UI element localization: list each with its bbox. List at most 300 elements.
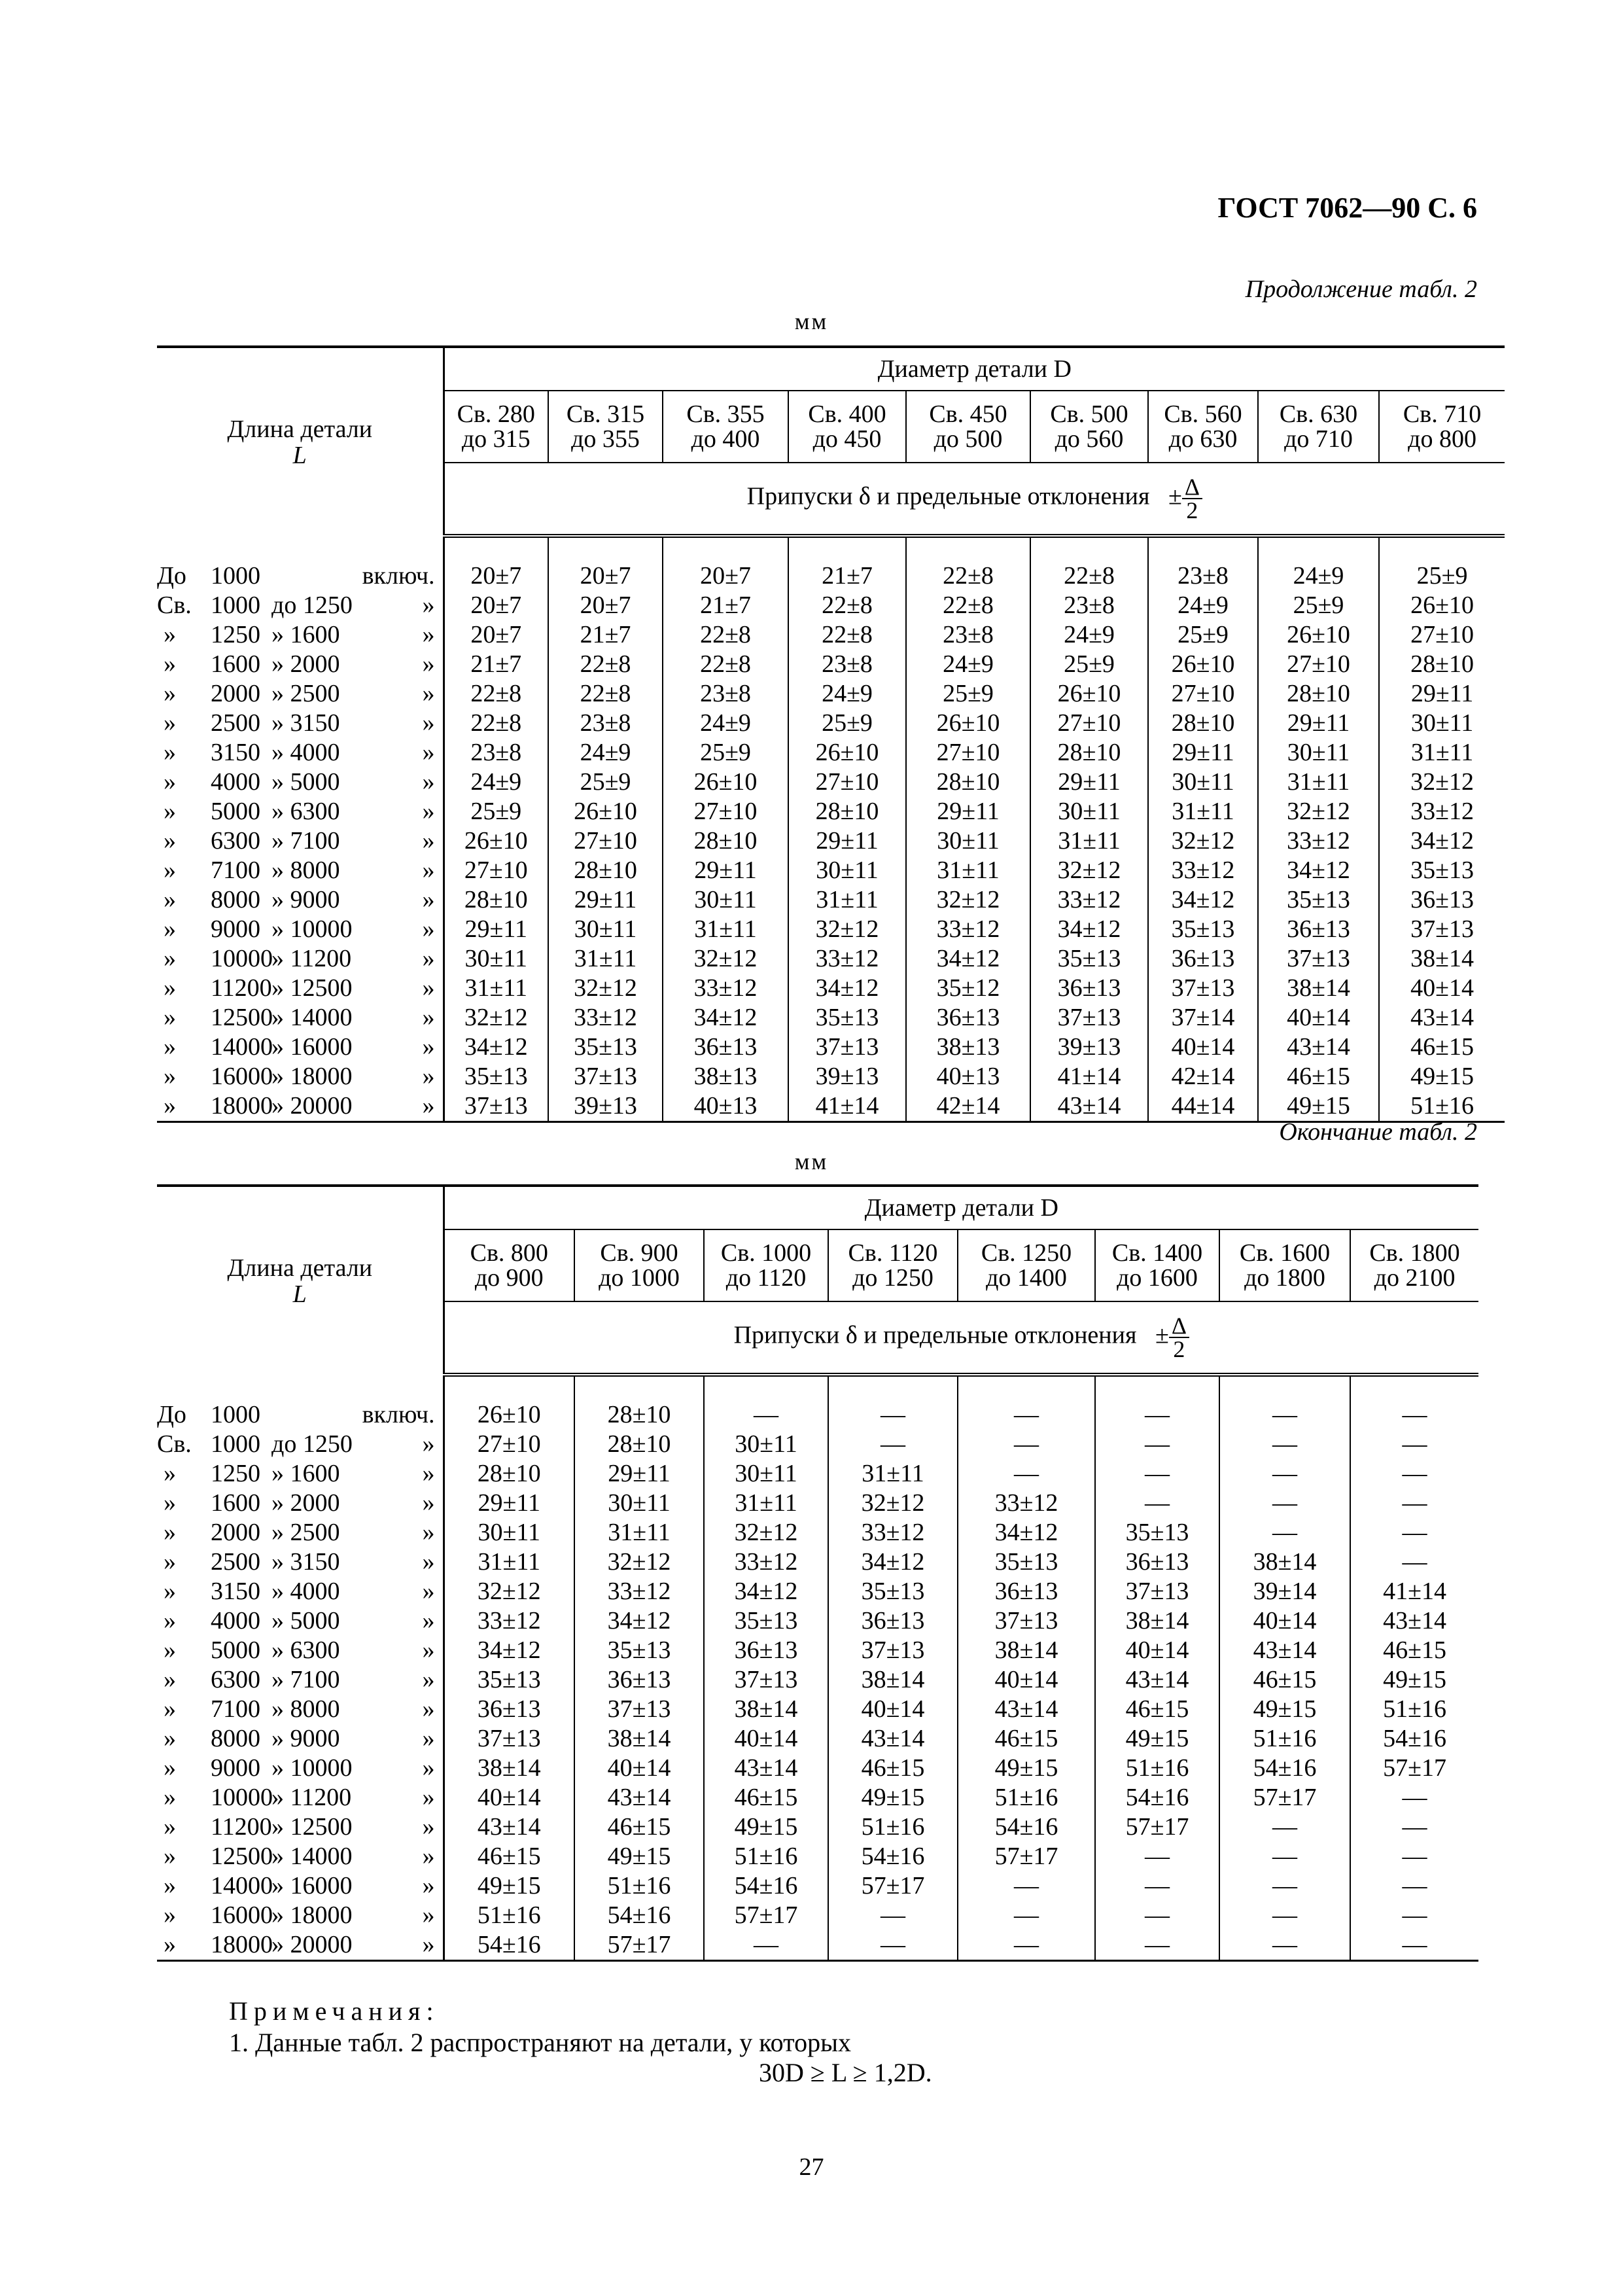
allowance-cell: 40±14 (574, 1754, 704, 1783)
allowance-cell: 23±8 (788, 650, 906, 679)
table-row (157, 1400, 1478, 1430)
table-row (157, 1489, 1478, 1518)
allowance-cell: — (958, 1459, 1095, 1489)
delta-half-fraction: $\frac{\Delta}{2}$ (1169, 1315, 1189, 1360)
table-row (157, 856, 1505, 885)
allowance-cell: 22±8 (663, 620, 788, 650)
allowance-cell: — (1219, 1400, 1350, 1430)
allowance-cell: 32±12 (906, 885, 1030, 915)
allowance-cell: 37±13 (1095, 1577, 1219, 1606)
allowance-cell: 29±11 (464, 915, 527, 943)
allowance-cell: — (1219, 1430, 1350, 1459)
allowance-cell: — (1219, 1901, 1350, 1930)
allowance-cell: 36±13 (828, 1606, 958, 1636)
allowance-cell: 37±13 (574, 1695, 704, 1724)
allowance-cell: 34±12 (788, 974, 906, 1003)
allowance-cell: — (828, 1400, 958, 1430)
allowance-cell: 54±16 (704, 1871, 828, 1901)
length-range-label: » 1600 » 2000 » (157, 650, 444, 679)
allowance-cell: — (1350, 1842, 1478, 1871)
allowance-cell: 30±11 (548, 915, 663, 944)
length-range-label: » 16000 » 18000 » (157, 1062, 444, 1091)
allowance-cell: 33±12 (1379, 797, 1505, 826)
allowance-cell: 32±12 (828, 1489, 958, 1518)
diameter-range-header: Св. 560 до 630 (1148, 391, 1258, 463)
allowance-cell: — (958, 1430, 1095, 1459)
allowance-cell: — (1095, 1400, 1219, 1430)
allowance-cell: 25±9 (906, 679, 1030, 709)
allowance-cell: 49±15 (704, 1812, 828, 1842)
allowance-cell: 28±10 (1258, 679, 1379, 709)
allowance-cell: 30±11 (1379, 709, 1505, 738)
note-1: 1. Данные табл. 2 распространяют на детали, у которых (229, 2028, 851, 2057)
length-column-header: Длина детали L (157, 347, 444, 536)
length-range-label: » 9000 » 10000 » (157, 1754, 444, 1783)
allowance-cell: 28±10 (1148, 709, 1258, 738)
allowance-cell: 43±14 (1379, 1003, 1505, 1033)
table-row (157, 1459, 1478, 1489)
allowance-cell: 46±15 (477, 1843, 541, 1870)
length-range-label: » 1250 » 1600 » (157, 620, 444, 650)
note-formula: 30D ≥ L ≥ 1,2D. (759, 2058, 932, 2087)
table-row (157, 1062, 1505, 1091)
length-range-label: » 6300 » 7100 » (157, 1665, 444, 1695)
allowance-cell: 32±12 (704, 1518, 828, 1547)
allowance-cell: 21±7 (470, 650, 522, 678)
allowance-cell: 42±14 (906, 1091, 1030, 1122)
allowance-cell: 49±15 (574, 1842, 704, 1871)
allowance-cell: 33±12 (828, 1518, 958, 1547)
allowance-cell: 27±10 (1148, 679, 1258, 709)
allowance-cell: 25±9 (788, 709, 906, 738)
diameter-range-header: Св. 1600 до 1800 (1219, 1229, 1350, 1301)
allowance-cell: — (828, 1930, 958, 1961)
allowance-cell: 28±10 (663, 826, 788, 856)
length-range-label: » 4000 » 5000 » (157, 1606, 444, 1636)
allowance-cell: 36±13 (906, 1003, 1030, 1033)
allowance-cell: — (1350, 1901, 1478, 1930)
allowance-cell: 24±9 (470, 768, 522, 796)
allowance-cell: 39±13 (788, 1062, 906, 1091)
table-row (157, 915, 1505, 944)
allowance-cell: 46±15 (828, 1754, 958, 1783)
allowance-cell: 38±14 (828, 1665, 958, 1695)
allowance-cell: 33±12 (1030, 885, 1148, 915)
allowance-cell: — (1095, 1901, 1219, 1930)
table-row (157, 1430, 1478, 1459)
table-row (157, 1033, 1505, 1062)
table-row (157, 1871, 1478, 1901)
allowance-cell: 36±13 (1148, 944, 1258, 974)
allowance-cell: 49±15 (958, 1754, 1095, 1783)
allowance-cell: 27±10 (464, 857, 528, 884)
allowance-cell: 34±12 (1030, 915, 1148, 944)
allowance-cell: 31±11 (906, 856, 1030, 885)
allowance-cell: 44±14 (1148, 1091, 1258, 1122)
allowance-cell: 33±12 (574, 1577, 704, 1606)
allowance-cell: 51±16 (704, 1842, 828, 1871)
allowance-cell: 38±14 (1095, 1606, 1219, 1636)
allowance-cell: 29±11 (663, 856, 788, 885)
allowance-cell: 43±14 (1030, 1091, 1148, 1122)
allowance-cell: 35±13 (477, 1666, 541, 1693)
allowance-cell: 57±17 (1095, 1812, 1219, 1842)
allowance-cell: 33±12 (906, 915, 1030, 944)
allowance-cell: — (1219, 1842, 1350, 1871)
allowance-cell: 57±17 (574, 1930, 704, 1961)
allowance-cell: 29±11 (478, 1489, 540, 1517)
allowance-cell: 46±15 (1219, 1665, 1350, 1695)
diameter-range-header: Св. 1400 до 1600 (1095, 1229, 1219, 1301)
table-row (157, 709, 1505, 738)
notes (229, 1996, 851, 2058)
allowance-cell: 25±9 (470, 798, 522, 825)
allowance-cell: 37±13 (477, 1725, 541, 1752)
allowance-cell: 23±8 (663, 679, 788, 709)
allowance-cell: 22±8 (548, 679, 663, 709)
allowance-cell: 35±13 (464, 1063, 528, 1090)
allowance-cell: — (1350, 1518, 1478, 1547)
table-row (157, 1695, 1478, 1724)
allowance-cell: 28±10 (548, 856, 663, 885)
allowance-cell: 30±11 (1258, 738, 1379, 768)
table-row (157, 650, 1505, 679)
diameter-header: Диаметр детали D (444, 347, 1505, 391)
allowance-cell: 54±16 (1219, 1754, 1350, 1783)
allowance-cell: 57±17 (704, 1901, 828, 1930)
allowance-cell: 22±8 (906, 561, 1030, 591)
allowance-cell: 51±16 (1219, 1724, 1350, 1754)
diameter-range-header: Св. 1250 до 1400 (958, 1229, 1095, 1301)
allowance-cell: 30±11 (704, 1459, 828, 1489)
allowance-cell: 31±11 (464, 974, 527, 1002)
allowance-cell: 31±11 (1148, 797, 1258, 826)
allowance-cell: 36±13 (477, 1695, 541, 1723)
allowance-cell: — (1350, 1459, 1478, 1489)
allowance-cell: 26±10 (464, 827, 528, 855)
length-range-label: » 18000 » 20000 » (157, 1091, 444, 1122)
allowance-cell: 40±14 (1095, 1636, 1219, 1665)
allowance-cell: 33±12 (704, 1547, 828, 1577)
allowance-cell: 37±13 (1258, 944, 1379, 974)
allowance-cell: 36±13 (704, 1636, 828, 1665)
allowance-cell: 28±10 (477, 1460, 541, 1487)
allowance-cell: 38±13 (663, 1062, 788, 1091)
delta-half-fraction: $\frac{\Delta}{2}$ (1182, 476, 1202, 521)
length-range-label: » 9000 » 10000 » (157, 915, 444, 944)
allowance-table-1 (157, 345, 1505, 1123)
allowance-cell: 28±10 (1379, 650, 1505, 679)
allowance-cell: 30±11 (574, 1489, 704, 1518)
length-range-label: » 7100 » 8000 » (157, 856, 444, 885)
allowance-cell: 36±13 (1095, 1547, 1219, 1577)
allowance-cell: 24±9 (906, 650, 1030, 679)
allowance-cell: 23±8 (1030, 591, 1148, 620)
allowance-cell: 30±11 (1030, 797, 1148, 826)
allowance-cell: 37±13 (828, 1636, 958, 1665)
allowance-cell: 35±13 (788, 1003, 906, 1033)
length-range-label: » 4000 » 5000 » (157, 768, 444, 797)
allowance-header: Припуски δ и предельные отклонения ± $\frac{\Delta}{2}$ (444, 463, 1505, 536)
allowance-cell: 37±13 (1379, 915, 1505, 944)
allowance-cell: 31±11 (478, 1548, 540, 1576)
allowance-cell: 25±9 (1258, 591, 1379, 620)
allowance-cell: — (1219, 1459, 1350, 1489)
allowance-cell: 35±13 (574, 1636, 704, 1665)
allowance-cell: 41±14 (1350, 1577, 1478, 1606)
allowance-cell: 43±14 (828, 1724, 958, 1754)
table-row (157, 561, 1505, 591)
allowance-cell: 22±8 (548, 650, 663, 679)
allowance-cell: 43±14 (704, 1754, 828, 1783)
diameter-range-header: Св. 450 до 500 (906, 391, 1030, 463)
allowance-cell: 54±16 (1350, 1724, 1478, 1754)
allowance-cell: 32±12 (663, 944, 788, 974)
table-row (157, 1754, 1478, 1783)
allowance-cell: — (828, 1901, 958, 1930)
table-row (157, 1724, 1478, 1754)
allowance-cell: 35±13 (1030, 944, 1148, 974)
allowance-cell: 35±13 (548, 1033, 663, 1062)
allowance-cell: 49±15 (1379, 1062, 1505, 1091)
allowance-header: Припуски δ и предельные отклонения ± $\frac{\Delta}{2}$ (444, 1301, 1478, 1375)
allowance-cell: 33±12 (548, 1003, 663, 1033)
allowance-cell: 30±11 (1148, 768, 1258, 797)
allowance-cell: 20±7 (548, 591, 663, 620)
diameter-range-header: Св. 315 до 355 (548, 391, 663, 463)
allowance-cell: 26±10 (1148, 650, 1258, 679)
allowance-cell: — (1350, 1489, 1478, 1518)
allowance-cell: 36±13 (1258, 915, 1379, 944)
allowance-cell: 37±13 (704, 1665, 828, 1695)
allowance-cell: 35±13 (1258, 885, 1379, 915)
allowance-cell: 31±11 (663, 915, 788, 944)
allowance-cell: 39±13 (548, 1091, 663, 1122)
allowance-cell: 25±9 (1030, 650, 1148, 679)
allowance-cell: 30±11 (464, 945, 527, 972)
allowance-cell: 20±7 (470, 621, 522, 648)
allowance-cell: 34±12 (958, 1518, 1095, 1547)
allowance-cell: 22±8 (1030, 561, 1148, 591)
allowance-cell: — (1350, 1930, 1478, 1961)
allowance-cell: 43±14 (958, 1695, 1095, 1724)
allowance-cell: 33±12 (1258, 826, 1379, 856)
allowance-cell: — (1095, 1871, 1219, 1901)
allowance-cell: 35±13 (958, 1547, 1095, 1577)
length-range-label: » 2500 » 3150 » (157, 709, 444, 738)
allowance-cell: — (958, 1871, 1095, 1901)
diameter-range-header: Св. 1800 до 2100 (1350, 1229, 1478, 1301)
allowance-cell: — (958, 1400, 1095, 1430)
allowance-cell: 30±11 (704, 1430, 828, 1459)
table-row (157, 974, 1505, 1003)
allowance-cell: 24±9 (1258, 561, 1379, 591)
allowance-cell: 27±10 (1258, 650, 1379, 679)
allowance-cell: 31±11 (704, 1489, 828, 1518)
allowance-cell: 46±15 (1258, 1062, 1379, 1091)
allowance-cell: 40±14 (1258, 1003, 1379, 1033)
diameter-range-header: Св. 1120 до 1250 (828, 1229, 958, 1301)
allowance-cell: 26±10 (1258, 620, 1379, 650)
table-row (157, 1812, 1478, 1842)
allowance-cell: — (704, 1930, 828, 1961)
allowance-cell: 24±9 (1030, 620, 1148, 650)
allowance-cell: 38±14 (574, 1724, 704, 1754)
allowance-cell: 54±16 (828, 1842, 958, 1871)
allowance-cell: 21±7 (548, 620, 663, 650)
allowance-cell: 40±13 (906, 1062, 1030, 1091)
allowance-cell: — (1095, 1930, 1219, 1961)
allowance-cell: 26±10 (663, 768, 788, 797)
allowance-cell: 22±8 (788, 620, 906, 650)
allowance-cell: — (958, 1930, 1095, 1961)
length-range-label: Св. 1000 до 1250 » (157, 591, 444, 620)
allowance-cell: 29±11 (548, 885, 663, 915)
allowance-cell: — (828, 1430, 958, 1459)
allowance-cell: 43±14 (1095, 1665, 1219, 1695)
allowance-cell: 38±14 (1219, 1547, 1350, 1577)
allowance-cell: 34±12 (477, 1636, 541, 1664)
allowance-cell: 49±15 (1258, 1091, 1379, 1122)
allowance-cell: 29±11 (574, 1459, 704, 1489)
table-row (157, 826, 1505, 856)
allowance-cell: — (704, 1400, 828, 1430)
allowance-cell: 27±10 (548, 826, 663, 856)
allowance-cell: 46±15 (1350, 1636, 1478, 1665)
allowance-cell: 33±12 (477, 1607, 541, 1634)
diameter-range-header: Св. 710 до 800 (1379, 391, 1505, 463)
allowance-cell: 43±14 (1219, 1636, 1350, 1665)
allowance-cell: 25±9 (548, 768, 663, 797)
allowance-cell: 35±13 (828, 1577, 958, 1606)
table-row (157, 944, 1505, 974)
allowance-cell: 34±12 (1258, 856, 1379, 885)
allowance-cell: — (1350, 1812, 1478, 1842)
allowance-cell: 31±11 (828, 1459, 958, 1489)
length-range-label: » 1250 » 1600 » (157, 1459, 444, 1489)
length-range-label: » 1600 » 2000 » (157, 1489, 444, 1518)
allowance-cell: 37±13 (958, 1606, 1095, 1636)
allowance-cell: 29±11 (1258, 709, 1379, 738)
allowance-cell: 46±15 (958, 1724, 1095, 1754)
allowance-cell: 25±9 (1148, 620, 1258, 650)
allowance-cell: 57±17 (1219, 1783, 1350, 1812)
allowance-cell: 42±14 (1148, 1062, 1258, 1091)
length-range-label: » 3150 » 4000 » (157, 738, 444, 768)
allowance-cell: 43±14 (1350, 1606, 1478, 1636)
allowance-cell: — (1350, 1783, 1478, 1812)
allowance-cell: 31±11 (1379, 738, 1505, 768)
allowance-cell: — (1219, 1871, 1350, 1901)
allowance-cell: 28±10 (574, 1430, 704, 1459)
diameter-range-header: Св. 800 до 900 (444, 1229, 574, 1301)
length-range-label: » 14000 » 16000 » (157, 1871, 444, 1901)
allowance-cell: 35±12 (906, 974, 1030, 1003)
allowance-cell: 27±10 (663, 797, 788, 826)
allowance-cell: 22±8 (470, 709, 522, 737)
table1-unit: мм (794, 308, 829, 334)
allowance-cell: 31±11 (1030, 826, 1148, 856)
diameter-range-header: Св. 500 до 560 (1030, 391, 1148, 463)
allowance-cell: 36±13 (574, 1665, 704, 1695)
allowance-cell: 49±15 (828, 1783, 958, 1812)
table-row (157, 1665, 1478, 1695)
table-row (157, 591, 1505, 620)
allowance-cell: 32±12 (1258, 797, 1379, 826)
allowance-cell: 57±17 (958, 1842, 1095, 1871)
table2-unit: мм (794, 1148, 829, 1174)
allowance-cell: 29±11 (906, 797, 1030, 826)
length-range-label: » 3150 » 4000 » (157, 1577, 444, 1606)
allowance-cell: 34±12 (906, 944, 1030, 974)
diameter-header: Диаметр детали D (444, 1186, 1478, 1229)
allowance-cell: 23±8 (470, 739, 522, 766)
allowance-cell: 23±8 (906, 620, 1030, 650)
length-range-label: » 7100 » 8000 » (157, 1695, 444, 1724)
allowance-cell: 22±8 (906, 591, 1030, 620)
allowance-cell: 34±12 (704, 1577, 828, 1606)
allowance-cell: 51±16 (1350, 1695, 1478, 1724)
allowance-cell: 41±14 (1030, 1062, 1148, 1091)
allowance-cell: 34±12 (828, 1547, 958, 1577)
allowance-cell: 38±13 (906, 1033, 1030, 1062)
length-range-label: » 2000 » 2500 » (157, 679, 444, 709)
allowance-cell: 21±7 (788, 561, 906, 591)
allowance-cell: 51±16 (958, 1783, 1095, 1812)
allowance-cell: — (1219, 1812, 1350, 1842)
allowance-cell: 37±13 (464, 1092, 528, 1120)
allowance-cell: 40±14 (1379, 974, 1505, 1003)
allowance-cell: 31±11 (1258, 768, 1379, 797)
allowance-cell: 37±13 (788, 1033, 906, 1062)
allowance-cell: 36±13 (663, 1033, 788, 1062)
allowance-cell: 51±16 (574, 1871, 704, 1901)
allowance-cell: 32±12 (1030, 856, 1148, 885)
notes-title: Примечания: (229, 1996, 440, 2026)
allowance-cell: 34±12 (663, 1003, 788, 1033)
allowance-cell: 32±12 (548, 974, 663, 1003)
allowance-cell: 34±12 (1379, 826, 1505, 856)
allowance-cell: 23±8 (1148, 561, 1258, 591)
table-row (157, 1003, 1505, 1033)
length-range-label: » 12500 » 14000 » (157, 1842, 444, 1871)
allowance-cell: 51±16 (828, 1812, 958, 1842)
length-range-label: » 16000 » 18000 » (157, 1901, 444, 1930)
allowance-cell: 40±14 (1148, 1033, 1258, 1062)
allowance-cell: — (1350, 1871, 1478, 1901)
document-header: ГОСТ 7062—90 С. 6 (1217, 192, 1477, 224)
table-row (157, 1930, 1478, 1961)
allowance-cell: 32±12 (574, 1547, 704, 1577)
allowance-cell: 43±14 (574, 1783, 704, 1812)
allowance-cell: 37±13 (1030, 1003, 1148, 1033)
allowance-cell: 37±13 (548, 1062, 663, 1091)
allowance-cell: 25±9 (663, 738, 788, 768)
allowance-cell: 28±10 (1030, 738, 1148, 768)
allowance-cell: 33±12 (788, 944, 906, 974)
allowance-cell: 26±10 (548, 797, 663, 826)
allowance-cell: 38±14 (477, 1754, 541, 1782)
length-range-label: » 18000 » 20000 » (157, 1930, 444, 1961)
table-row (157, 738, 1505, 768)
table1-caption: Продолжение табл. 2 (1245, 275, 1477, 303)
allowance-cell: — (1350, 1400, 1478, 1430)
allowance-cell: 24±9 (663, 709, 788, 738)
allowance-cell: 40±14 (704, 1724, 828, 1754)
allowance-cell: 27±10 (477, 1430, 541, 1458)
allowance-cell: 27±10 (1379, 620, 1505, 650)
allowance-cell: 43±14 (477, 1813, 541, 1841)
